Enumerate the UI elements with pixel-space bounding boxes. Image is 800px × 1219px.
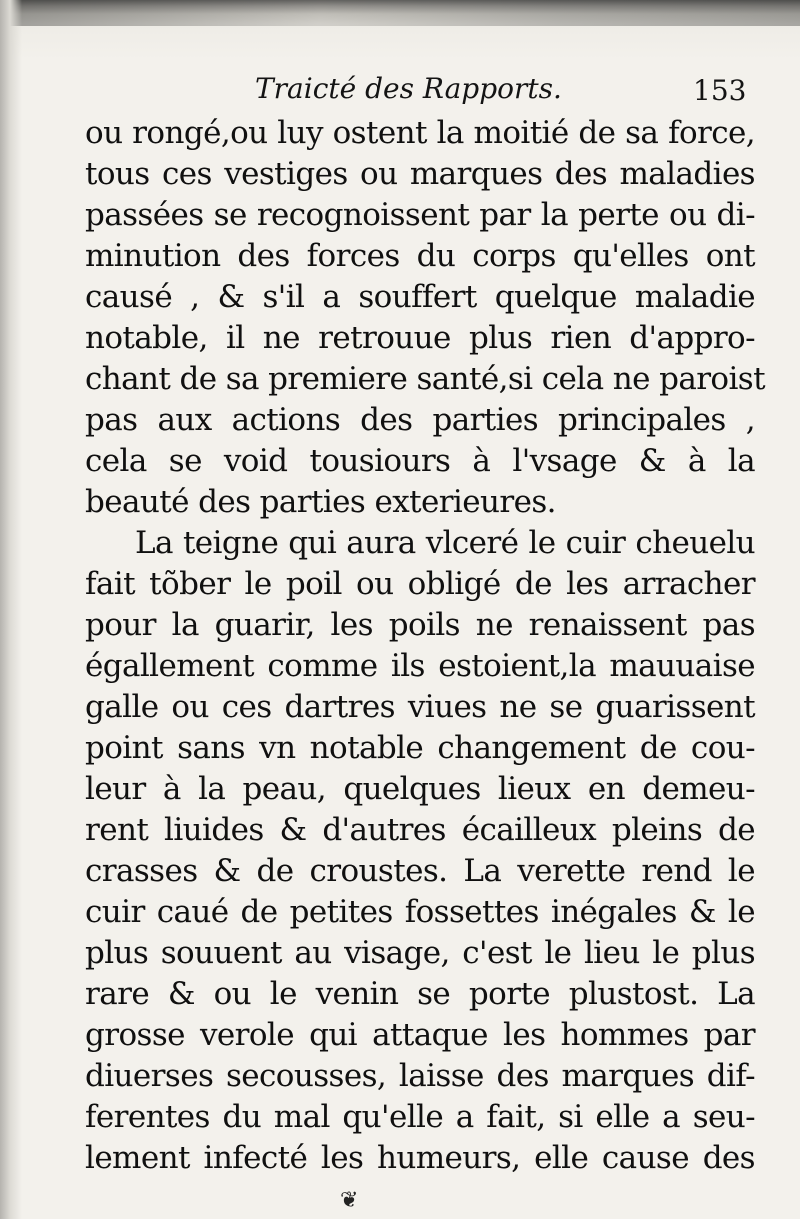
text-line: chant de sa premiere santé,si cela ne paroist: [85, 361, 765, 397]
text-line: crasses & de croustes. La verette rend le: [85, 853, 755, 889]
text-line: passées se recognoissent par la perte ou di-: [85, 197, 755, 233]
text-line: diuerses secousses, laisse des marques dif-: [85, 1058, 755, 1094]
text-line: ou rongé,ou luy ostent la moitié de sa force,: [85, 115, 755, 151]
text-line: notable, il ne retrouue plus rien d'appro-: [85, 320, 755, 356]
paragraph-first-line: La teigne qui aura vlceré le cuir cheuelu: [135, 525, 755, 561]
text-line: cela se void tousiours à l'vsage & à la: [85, 443, 755, 479]
text-line: ferentes du mal qu'elle a fait, si elle a seu-: [85, 1099, 755, 1135]
text-line: leur à la peau, quelques lieux en demeu-: [85, 771, 755, 807]
text-line: grosse verole qui attaque les hommes par: [85, 1017, 755, 1053]
text-line: rent liuides & d'autres écailleux pleins de: [85, 812, 755, 848]
text-line: plus souuent au visage, c'est le lieu le plus: [85, 935, 755, 971]
text-line: égallement comme ils estoient,la mauuaise: [85, 648, 755, 684]
text-line: lement infecté les humeurs, elle cause des: [85, 1140, 755, 1176]
text-line: rare & ou le venin se porte plustost. La: [85, 976, 755, 1012]
footer-ornament-icon: ❦: [340, 1188, 359, 1213]
text-line: causé , & s'il a souffert quelque maladie: [85, 279, 755, 315]
text-line: pour la guarir, les poils ne renaissent pas: [85, 607, 755, 643]
text-line: fait tõber le poil ou obligé de les arracher: [85, 566, 755, 602]
text-line: pas aux actions des parties principales ,: [85, 402, 755, 438]
page-gutter-shadow: [0, 0, 22, 1219]
text-line: cuir caué de petites fossettes inégales & le: [85, 894, 755, 930]
page-number: 153: [693, 74, 747, 107]
text-line: point sans vn notable changement de cou-: [85, 730, 755, 766]
text-line: galle ou ces dartres viues ne se guarissent: [85, 689, 755, 725]
text-line: beauté des parties exterieures.: [85, 484, 556, 520]
running-title: Traicté des Rapports.: [255, 72, 562, 105]
page-header: [0, 72, 800, 112]
page-top-shadow: [0, 0, 800, 26]
text-line: tous ces vestiges ou marques des maladies: [85, 156, 755, 192]
text-line: minution des forces du corps qu'elles ont: [85, 238, 755, 274]
